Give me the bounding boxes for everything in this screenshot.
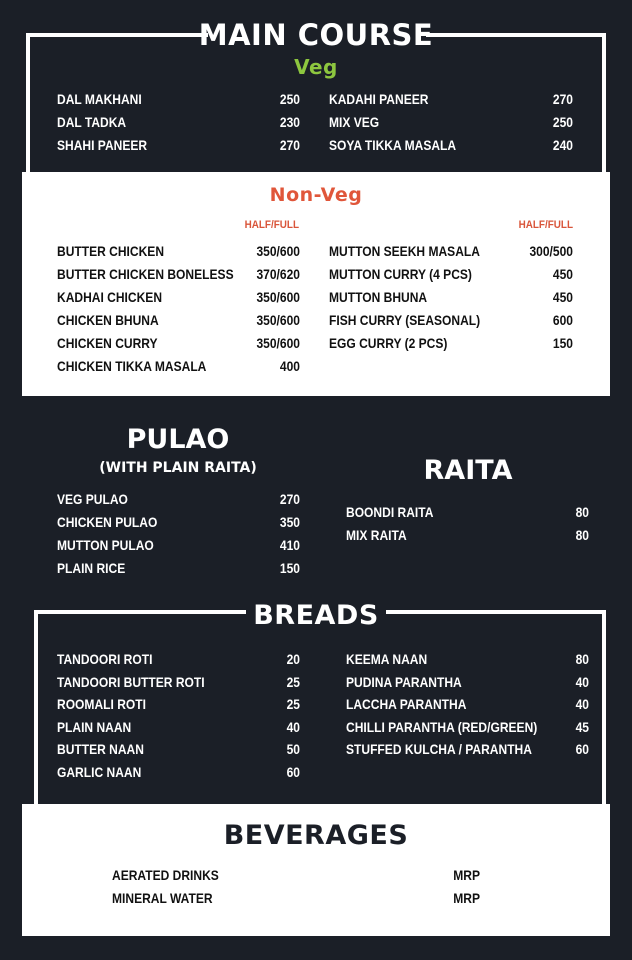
nonveg-item-name: MUTTON BHUNA xyxy=(329,289,428,305)
pulao-item-name: CHICKEN PULAO xyxy=(57,514,158,530)
bread-item-row xyxy=(57,717,300,737)
nonveg-title: Non-Veg xyxy=(269,184,363,206)
raita-title: RAITA xyxy=(423,455,513,486)
beverage-item-row xyxy=(112,865,480,885)
pulao-item-row xyxy=(57,512,300,532)
bread-item-name: PLAIN NAAN xyxy=(57,718,132,735)
pulao-item-row xyxy=(57,489,300,509)
nonveg-item-name: BUTTER CHICKEN xyxy=(57,243,165,259)
nonveg-item-row xyxy=(57,264,300,284)
bread-item-price: 40 xyxy=(575,673,589,690)
bread-item-price: 25 xyxy=(286,696,300,712)
main-course-frame-right xyxy=(602,33,606,173)
veg-item-price: 250 xyxy=(279,91,300,107)
bread-item-name: CHILLI PARANTHA (RED/GREEN) xyxy=(346,718,538,735)
bread-item-price: 50 xyxy=(286,741,300,757)
half-full-label-right: HALF/FULL xyxy=(518,219,573,231)
veg-item-price: 240 xyxy=(552,137,573,153)
veg-item-name: DAL MAKHANI xyxy=(57,91,142,107)
raita-item-name: MIX RAITA xyxy=(346,527,407,543)
beverage-item-price: MRP xyxy=(453,890,480,906)
nonveg-item-price: 350/600 xyxy=(256,312,300,328)
bread-item-price: 45 xyxy=(575,718,589,735)
pulao-title: PULAO xyxy=(126,424,230,455)
main-course-frame-left xyxy=(26,33,30,173)
nonveg-item-name: CHICKEN TIKKA MASALA xyxy=(57,358,207,374)
bread-item-row xyxy=(57,762,300,782)
veg-item-row xyxy=(329,89,573,109)
veg-item-price: 230 xyxy=(279,114,300,130)
bread-item-price: 40 xyxy=(286,718,300,735)
bread-item-price: 25 xyxy=(286,673,300,690)
breads-frame-right xyxy=(602,610,606,805)
raita-item-name: BOONDI RAITA xyxy=(346,504,434,520)
bread-item-row xyxy=(57,649,300,669)
bread-item-name: BUTTER NAAN xyxy=(57,741,144,757)
bread-item-name: TANDOORI ROTI xyxy=(57,651,153,667)
bread-item-name: PUDINA PARANTHA xyxy=(346,673,462,690)
bread-item-name: STUFFED KULCHA / PARANTHA xyxy=(346,741,532,757)
bread-item-price: 60 xyxy=(286,763,300,780)
veg-item-price: 270 xyxy=(552,91,573,107)
main-course-title: MAIN COURSE xyxy=(198,18,434,52)
nonveg-item-row xyxy=(57,287,300,307)
veg-item-price: 270 xyxy=(279,137,300,153)
veg-item-name: SOYA TIKKA MASALA xyxy=(329,137,457,153)
veg-title: Veg xyxy=(294,55,338,79)
nonveg-item-name: BUTTER CHICKEN BONELESS xyxy=(57,266,234,282)
raita-item-price: 80 xyxy=(575,504,589,520)
pulao-item-row xyxy=(57,558,300,578)
pulao-item-name: PLAIN RICE xyxy=(57,560,126,576)
veg-item-row xyxy=(57,112,300,132)
nonveg-item-name: MUTTON CURRY (4 PCS) xyxy=(329,266,472,282)
pulao-item-price: 350 xyxy=(279,514,300,530)
nonveg-item-price: 350/600 xyxy=(256,243,300,259)
nonveg-item-name: EGG CURRY (2 PCS) xyxy=(329,335,448,351)
nonveg-item-row xyxy=(329,287,573,307)
veg-item-name: KADAHI PANEER xyxy=(329,91,429,107)
half-full-label-left: HALF/FULL xyxy=(244,219,299,231)
nonveg-item-price: 350/600 xyxy=(256,289,300,305)
nonveg-item-row xyxy=(57,356,300,376)
nonveg-item-name: KADHAI CHICKEN xyxy=(57,289,163,305)
bread-item-row xyxy=(346,649,589,669)
beverages-title: BEVERAGES xyxy=(223,820,409,851)
veg-item-row xyxy=(329,112,573,132)
pulao-item-price: 150 xyxy=(279,560,300,576)
beverage-item-price: MRP xyxy=(453,867,480,883)
nonveg-item-price: 370/620 xyxy=(256,266,300,282)
veg-item-price: 250 xyxy=(552,114,573,130)
pulao-item-name: MUTTON PULAO xyxy=(57,537,154,553)
beverage-item-row xyxy=(112,888,480,908)
pulao-item-row xyxy=(57,535,300,555)
nonveg-item-row xyxy=(57,333,300,353)
nonveg-item-row xyxy=(329,241,573,261)
nonveg-item-name: CHICKEN CURRY xyxy=(57,335,158,351)
pulao-item-price: 410 xyxy=(279,537,300,553)
bread-item-row xyxy=(57,672,300,692)
bread-item-price: 60 xyxy=(575,741,589,757)
veg-item-row xyxy=(57,89,300,109)
breads-frame-left xyxy=(34,610,38,805)
bread-item-row xyxy=(346,739,589,759)
beverage-item-name: MINERAL WATER xyxy=(112,890,213,906)
bread-item-row xyxy=(346,717,589,737)
bread-item-name: ROOMALI ROTI xyxy=(57,696,146,712)
nonveg-item-row xyxy=(57,310,300,330)
bread-item-row xyxy=(346,694,589,714)
raita-item-row xyxy=(346,502,589,522)
nonveg-item-name: FISH CURRY (SEASONAL) xyxy=(329,312,481,328)
veg-item-name: MIX VEG xyxy=(329,114,380,130)
raita-item-row xyxy=(346,525,589,545)
nonveg-item-row xyxy=(329,310,573,330)
nonveg-item-price: 450 xyxy=(552,289,573,305)
nonveg-item-row xyxy=(329,333,573,353)
nonveg-item-price: 350/600 xyxy=(256,335,300,351)
nonveg-item-price: 450 xyxy=(552,266,573,282)
pulao-subtitle: (WITH PLAIN RAITA) xyxy=(99,460,257,476)
nonveg-item-price: 150 xyxy=(552,335,573,351)
nonveg-item-name: MUTTON SEEKH MASALA xyxy=(329,243,480,259)
bread-item-price: 80 xyxy=(575,651,589,667)
nonveg-item-row xyxy=(329,264,573,284)
bread-item-price: 40 xyxy=(575,696,589,712)
bread-item-row xyxy=(346,672,589,692)
bread-item-row xyxy=(57,739,300,759)
nonveg-item-price: 600 xyxy=(552,312,573,328)
nonveg-item-price: 300/500 xyxy=(529,243,573,259)
nonveg-item-name: CHICKEN BHUNA xyxy=(57,312,159,328)
breads-title: BREADS xyxy=(253,600,379,631)
bread-item-row xyxy=(57,694,300,714)
pulao-item-price: 270 xyxy=(279,491,300,507)
pulao-item-name: VEG PULAO xyxy=(57,491,128,507)
bread-item-name: LACCHA PARANTHA xyxy=(346,696,467,712)
veg-item-row xyxy=(329,135,573,155)
nonveg-item-row xyxy=(57,241,300,261)
bread-item-name: KEEMA NAAN xyxy=(346,651,428,667)
bread-item-price: 20 xyxy=(286,651,300,667)
veg-item-row xyxy=(57,135,300,155)
bread-item-name: GARLIC NAAN xyxy=(57,763,142,780)
veg-item-name: DAL TADKA xyxy=(57,114,127,130)
nonveg-item-price: 400 xyxy=(279,358,300,374)
beverage-item-name: AERATED DRINKS xyxy=(112,867,219,883)
veg-item-name: SHAHI PANEER xyxy=(57,137,148,153)
raita-item-price: 80 xyxy=(575,527,589,543)
bread-item-name: TANDOORI BUTTER ROTI xyxy=(57,673,205,690)
